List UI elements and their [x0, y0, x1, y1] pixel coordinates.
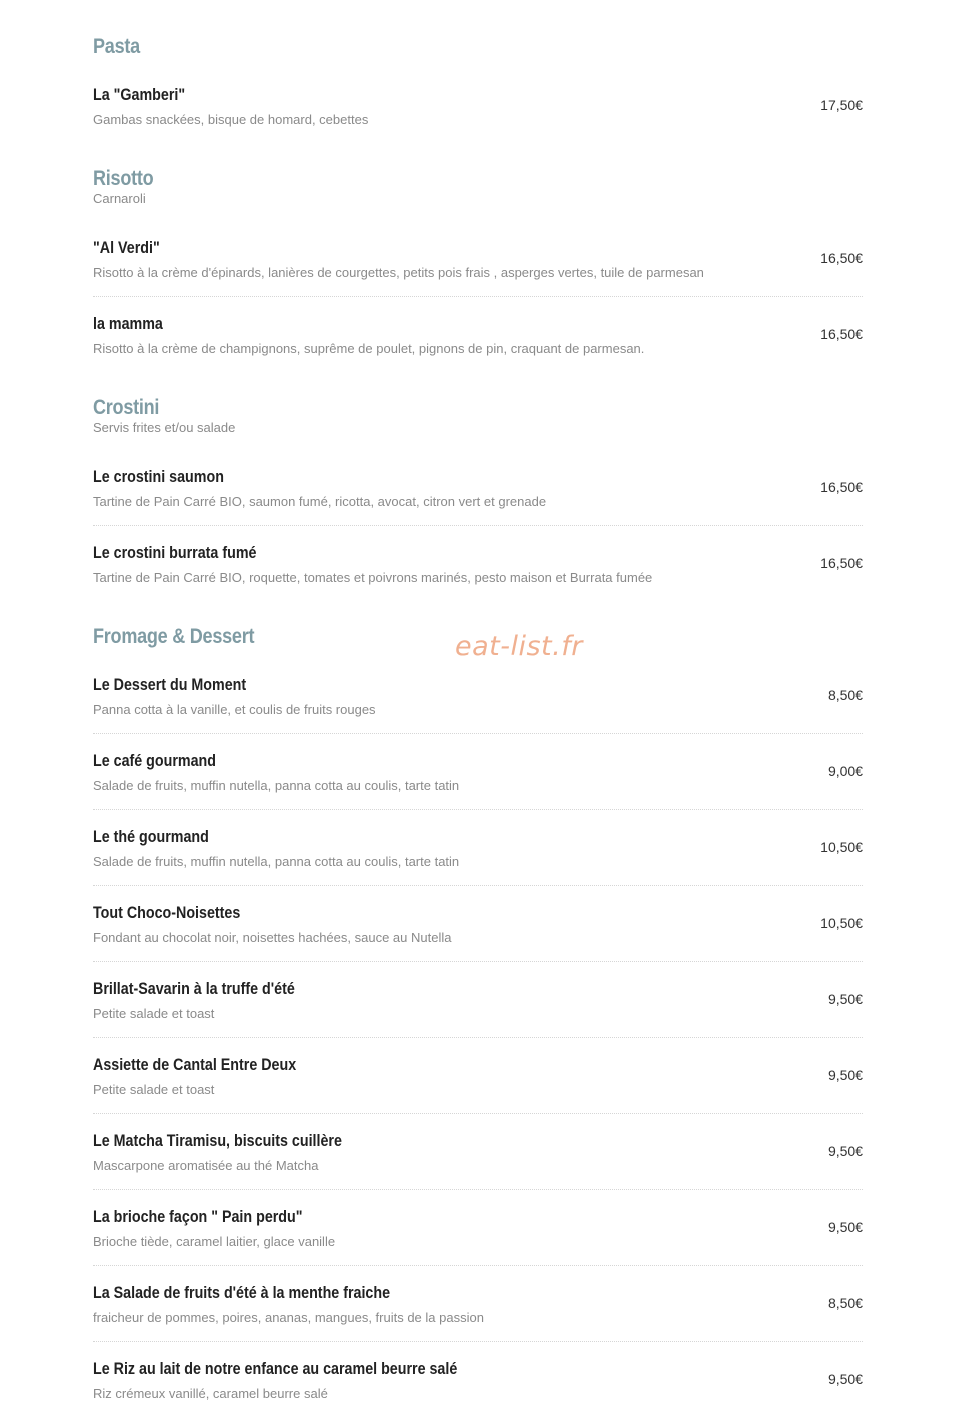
section-title: Risotto	[93, 167, 154, 190]
divider	[93, 1265, 863, 1266]
item-name: Le Riz au lait de notre enfance au caramel beurre salé	[93, 1359, 458, 1378]
item-name: La brioche façon " Pain perdu"	[93, 1207, 303, 1226]
item-name: La "Gamberi"	[93, 85, 186, 104]
item-name: Brillat-Savarin à la truffe d'été	[93, 979, 295, 998]
item-price: 8,50€	[827, 687, 863, 703]
item-name: la mamma	[93, 314, 163, 333]
section-title: Pasta	[93, 35, 140, 58]
item-description: Petite salade et toast	[93, 1082, 215, 1097]
section-pasta	[93, 35, 863, 59]
item-name: Le crostini burrata fumé	[93, 543, 257, 562]
divider	[93, 809, 863, 810]
item-price: 9,50€	[827, 1219, 863, 1235]
menu-item	[93, 978, 863, 1022]
item-price: 9,00€	[827, 763, 863, 779]
item-name: Le crostini saumon	[93, 467, 224, 486]
item-price: 9,50€	[827, 991, 863, 1007]
item-description: Fondant au chocolat noir, noisettes hachées, sauce au Nutella	[93, 930, 452, 945]
divider	[93, 961, 863, 962]
item-description: Risotto à la crème de champignons, suprême de poulet, pignons de pin, craquant de parmesan.	[93, 341, 645, 356]
item-description: Tartine de Pain Carré BIO, roquette, tomates et poivrons marinés, pesto maison et Burrata fumée	[93, 570, 653, 585]
item-price: 16,50€	[820, 250, 863, 266]
item-description: Riz crémeux vanillé, caramel beurre salé	[93, 1386, 328, 1401]
menu-item	[93, 1130, 863, 1174]
section-subtitle: Servis frites et/ou salade	[93, 420, 236, 435]
menu-item	[93, 237, 863, 281]
section-subtitle: Carnaroli	[93, 191, 146, 206]
divider	[93, 885, 863, 886]
menu-item	[93, 466, 863, 510]
section-title: Crostini	[93, 396, 160, 419]
menu-item	[93, 826, 863, 870]
divider	[93, 1113, 863, 1114]
menu-item	[93, 674, 863, 718]
item-price: 9,50€	[827, 1371, 863, 1387]
item-description: Petite salade et toast	[93, 1006, 215, 1021]
section-risotto	[93, 167, 863, 207]
divider	[93, 1037, 863, 1038]
item-price: 16,50€	[820, 555, 863, 571]
item-description: Risotto à la crème d'épinards, lanières de courgettes, petits pois frais , asperges vertes, tuile de parmesan	[93, 265, 704, 280]
menu-item	[93, 1282, 863, 1326]
menu-item	[93, 1054, 863, 1098]
menu-item	[93, 313, 863, 357]
item-price: 9,50€	[827, 1143, 863, 1159]
item-name: Le Matcha Tiramisu, biscuits cuillère	[93, 1131, 342, 1150]
item-price: 16,50€	[820, 479, 863, 495]
item-name: Le thé gourmand	[93, 827, 209, 846]
item-description: Salade de fruits, muffin nutella, panna cotta au coulis, tarte tatin	[93, 854, 460, 869]
item-description: Mascarpone aromatisée au thé Matcha	[93, 1158, 319, 1173]
item-name: Tout Choco-Noisettes	[93, 903, 241, 922]
divider	[93, 296, 863, 297]
item-name: La Salade de fruits d'été à la menthe fraiche	[93, 1283, 391, 1302]
item-description: Salade de fruits, muffin nutella, panna cotta au coulis, tarte tatin	[93, 778, 460, 793]
item-name: Le café gourmand	[93, 751, 216, 770]
menu-item	[93, 750, 863, 794]
divider	[93, 733, 863, 734]
divider	[93, 1341, 863, 1342]
menu-item	[93, 1358, 863, 1402]
item-description: Gambas snackées, bisque de homard, cebettes	[93, 112, 369, 127]
item-price: 10,50€	[820, 915, 863, 931]
item-price: 9,50€	[827, 1067, 863, 1083]
menu-item	[93, 902, 863, 946]
watermark: eat-list.fr	[455, 631, 583, 662]
divider	[93, 1189, 863, 1190]
menu-item	[93, 1206, 863, 1250]
item-description: Panna cotta à la vanille, et coulis de fruits rouges	[93, 702, 376, 717]
item-description: fraicheur de pommes, poires, ananas, mangues, fruits de la passion	[93, 1310, 484, 1325]
menu-item	[93, 542, 863, 586]
item-price: 8,50€	[827, 1295, 863, 1311]
item-price: 16,50€	[820, 326, 863, 342]
item-name: Le Dessert du Moment	[93, 675, 247, 694]
item-price: 10,50€	[820, 839, 863, 855]
item-description: Brioche tiède, caramel laitier, glace vanille	[93, 1234, 336, 1249]
item-name: Assiette de Cantal Entre Deux	[93, 1055, 297, 1074]
item-description: Tartine de Pain Carré BIO, saumon fumé, ricotta, avocat, citron vert et grenade	[93, 494, 547, 509]
section-crostini	[93, 396, 863, 436]
menu-item	[93, 84, 863, 144]
divider	[93, 525, 863, 526]
section-title: Fromage & Dessert	[93, 625, 255, 648]
item-name: "Al Verdi"	[93, 238, 160, 257]
item-price: 17,50€	[820, 97, 863, 113]
